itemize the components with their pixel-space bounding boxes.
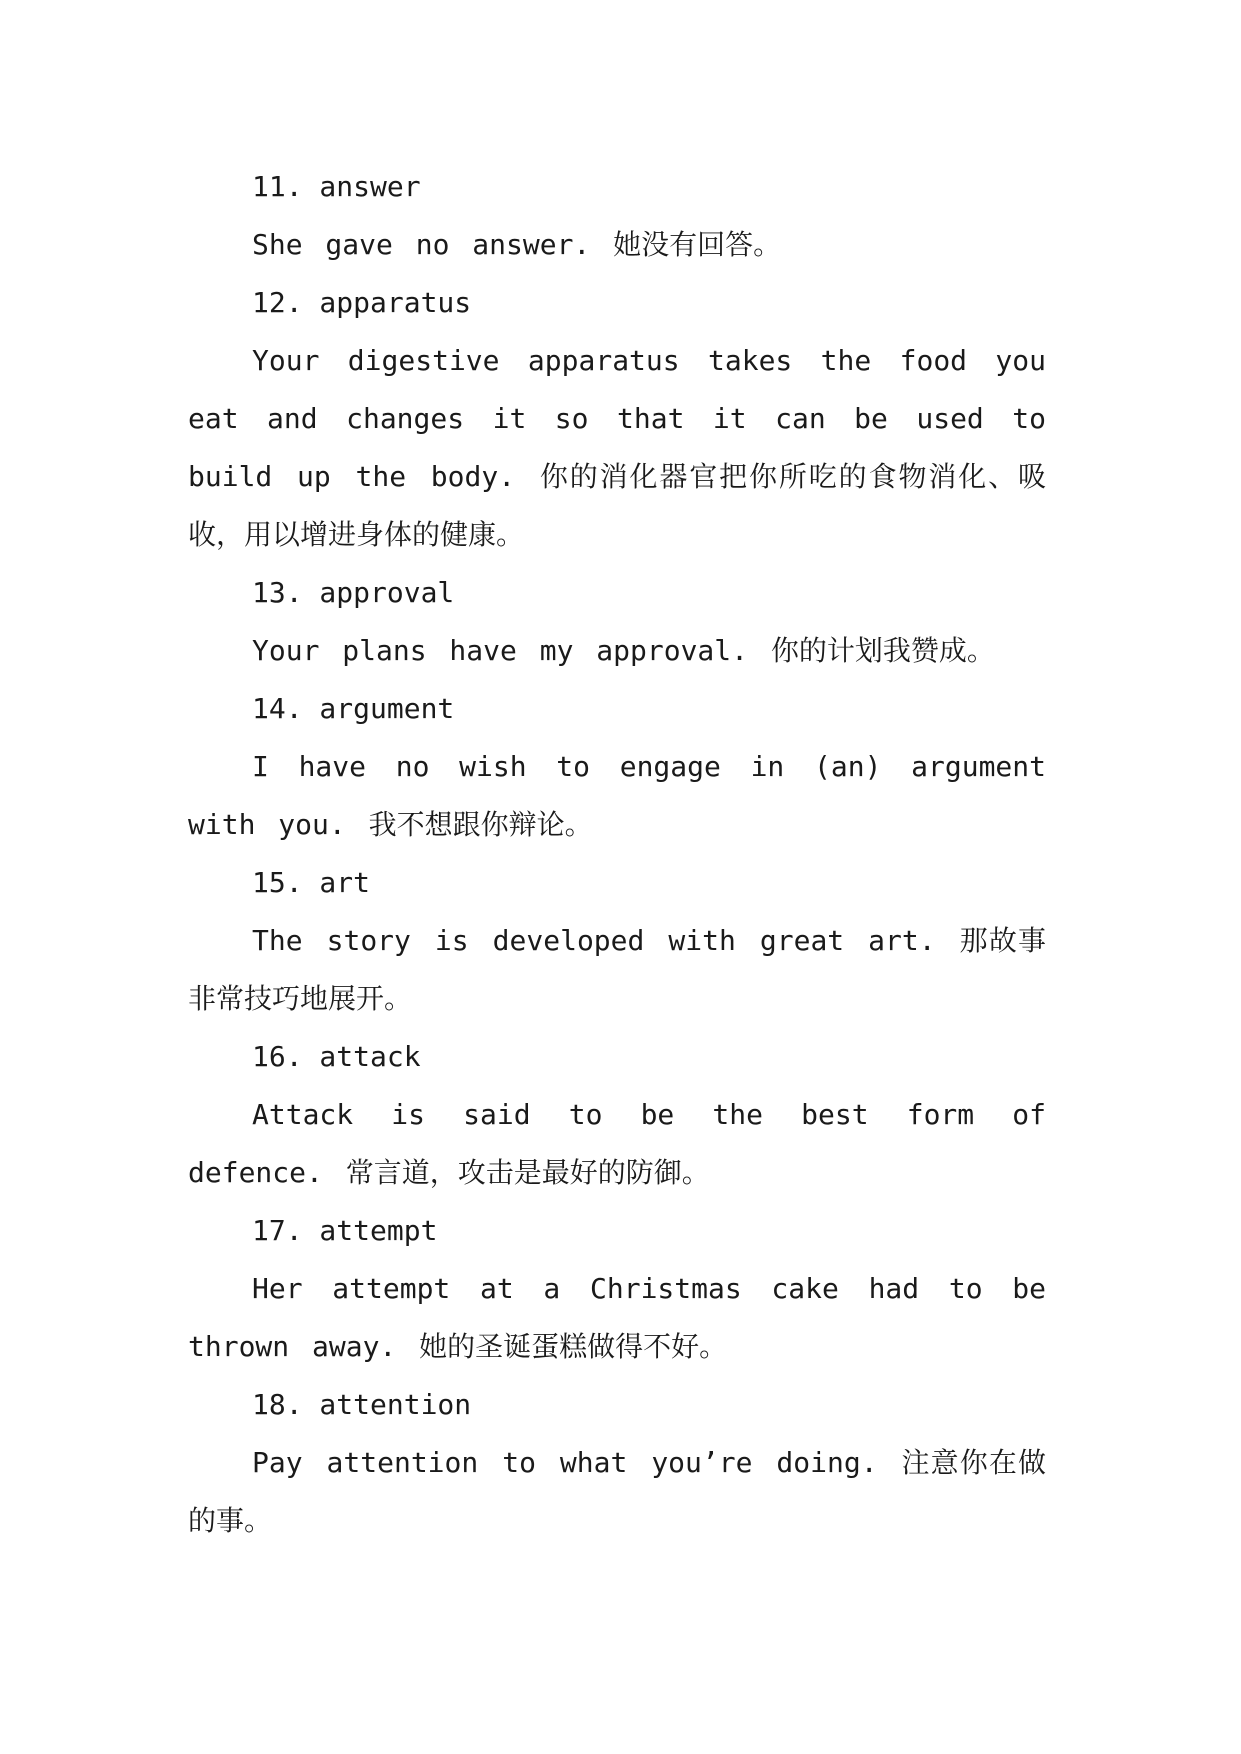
entry-example: She gave no answer. 她没有回答。 [252,228,782,261]
entry-heading: 18. attention [252,1388,472,1421]
entry-example: Your digestive apparatus takes the food you eat and changes it so that it can be used to build up the body. 你的消化器官把你所吃的食物消化、吸收，用以增进身体的健康。 [188,344,1046,551]
entry-heading: 16. attack [252,1040,421,1073]
entry-example: Her attempt at a Christmas cake had to be thrown away. 她的圣诞蛋糕做得不好。 [188,1272,1046,1363]
entry-example: Attack is said to be the best form of defence. 常言道，攻击是最好的防御。 [188,1098,1046,1189]
entry-heading: 11. answer [252,170,421,203]
entry-heading: 17. attempt [252,1214,438,1247]
entry-heading: 12. apparatus [252,286,472,319]
entry-example: The story is developed with great art. 那故事非常技巧地展开。 [188,924,1046,1015]
entry-heading: 14. argument [252,692,455,725]
entry-example: Your plans have my approval. 你的计划我赞成。 [252,634,995,667]
entry-heading: 15. art [252,866,371,899]
entry-example: Pay attention to what you’re doing. 注意你在做的事。 [188,1446,1046,1537]
vocabulary-list [188,158,1046,1550]
entry-heading: 13. approval [252,576,455,609]
entry-example: I have no wish to engage in (an) argument with you. 我不想跟你辩论。 [188,750,1046,841]
